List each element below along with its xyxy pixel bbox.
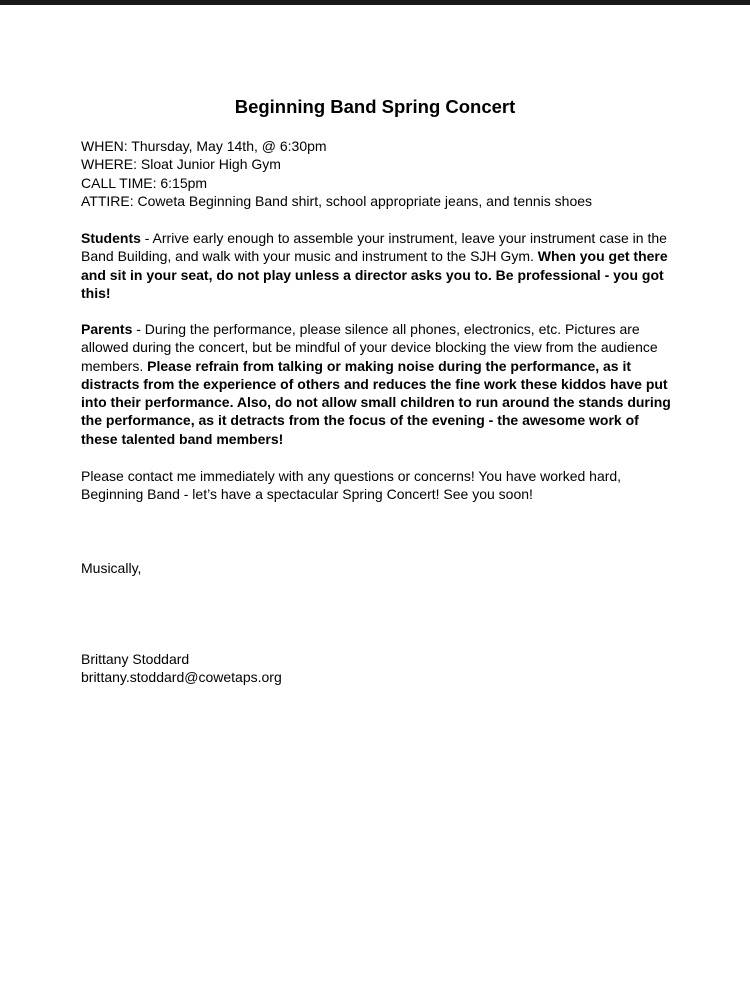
students-text: - Arrive early enough to assemble your instrument, leave your instrument case in the Band Building, and walk with your music and instrument to the SJH Gym.	[81, 230, 667, 265]
parents-label: Parents	[81, 321, 133, 337]
parents-paragraph	[81, 320, 671, 448]
students-label: Students	[81, 230, 141, 246]
students-paragraph	[81, 229, 671, 302]
parents-text: - During the performance, please silence all phones, electronics, etc. Pictures are allowed during the concert, but be mindful of your device blocking the view from the audience members.	[81, 321, 658, 374]
closing-salutation: Musically,	[81, 560, 142, 576]
event-details	[81, 137, 671, 211]
students-emphasis: When you get there and sit in your seat, do not play unless a director asks you to. Be professional - you got this!	[81, 248, 668, 301]
document-title: Beginning Band Spring Concert	[234, 96, 516, 117]
signature-name: Brittany Stoddard	[81, 651, 190, 667]
when-line: WHEN: Thursday, May 14th, @ 6:30pm	[81, 138, 327, 154]
parents-emphasis: Please refrain from talking or making noise during the performance, as it distracts from the experience of others and reduces the fine work these kiddos have put into their performance. Also, do not allow small children to run around the stands during the performance, as it detracts from the focus of the evening - the awesome work of these talented band members!	[81, 357, 671, 447]
call-time-line: CALL TIME: 6:15pm	[81, 174, 208, 191]
top-border	[0, 0, 750, 5]
signature-email: brittany.stoddard@cowetaps.org	[81, 669, 282, 686]
attire-line: ATTIRE: Coweta Beginning Band shirt, school appropriate jeans, and tennis shoes	[81, 193, 593, 210]
signature-block	[81, 650, 282, 687]
where-line: WHERE: Sloat Junior High Gym	[81, 156, 281, 173]
contact-paragraph: Please contact me immediately with any questions or concerns! You have worked hard, Beginning Band - let’s have a spectacular Spring Concert! See you soon!	[81, 468, 622, 503]
